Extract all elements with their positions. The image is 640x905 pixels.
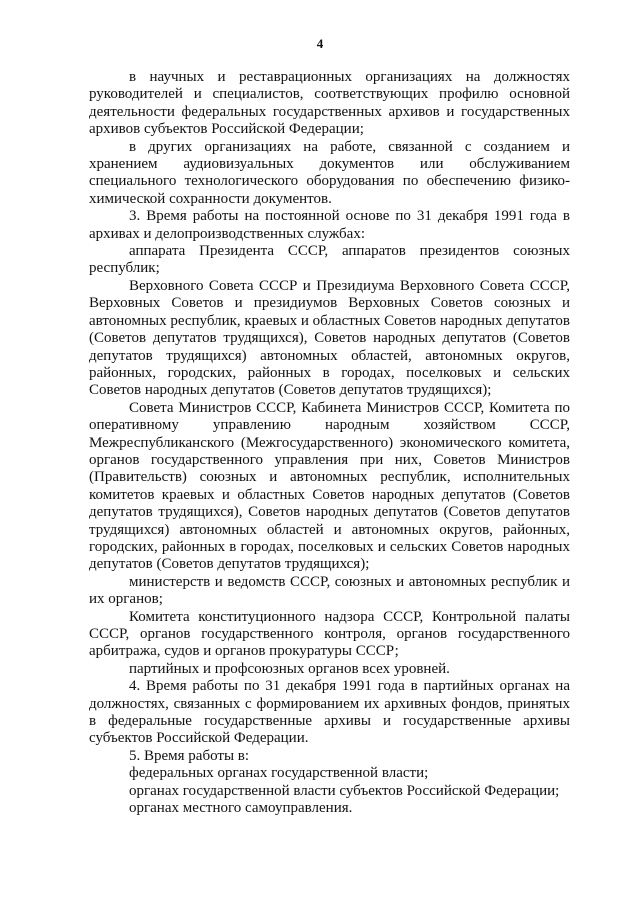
document-body bbox=[89, 69, 570, 817]
paragraph: в научных и реставрационных организациях на должностях руководителей и специалистов, соответствующих профилю основной деятельности федеральных государственных архивов и государственных архивов субъектов Российской Федерации; bbox=[89, 69, 570, 138]
paragraph: органах государственной власти субъектов Российской Федерации; bbox=[129, 782, 560, 799]
paragraph: Совета Министров СССР, Кабинета Министров СССР, Комитета по оперативному управлению народным хозяйством СССР, Межреспубликанского (Межгосударственного) экономического комитета, органов государственного управления при них, Советов Министров (Правительств) союзных и автономных республик, исполнительных комитетов краевых и областных Советов народных депутатов (Советов депутатов трудящихся), Советов народных депутатов (Советов депутатов трудящихся) автономных областей и автономных округов, районных, городских, районных в городах, поселковых и сельских Советов народных депутатов (Советов депутатов трудящихся); bbox=[89, 399, 570, 573]
paragraph: 3. Время работы на постоянной основе по 31 декабря 1991 года в архивах и делопроизводственных службах: bbox=[89, 208, 570, 242]
paragraph: партийных и профсоюзных органов всех уровней. bbox=[129, 660, 450, 677]
paragraph: в других организациях на работе, связанной с созданием и хранением аудиовизуальных документов или обслуживанием специального технологического оборудования по обеспечению физико-химической сохранности документов. bbox=[89, 138, 570, 207]
paragraph: 5. Время работы в: bbox=[129, 747, 250, 764]
paragraph: министерств и ведомств СССР, союзных и автономных республик и их органов; bbox=[89, 573, 570, 608]
paragraph: органах местного самоуправления. bbox=[129, 800, 353, 817]
paragraph: 4. Время работы по 31 декабря 1991 года в партийных органах на должностях, связанных с формированием их архивных фондов, принятых в федеральные государственные архивы и государственные архивы субъектов Российской Федерации. bbox=[89, 678, 570, 747]
paragraph: федеральных органах государственной власти; bbox=[129, 765, 429, 782]
paragraph: аппарата Президента СССР, аппаратов президентов союзных республик; bbox=[89, 243, 570, 277]
paragraph: Комитета конституционного надзора СССР, Контрольной палаты СССР, органов государственного контроля, органов государственного арбитража, судов и органов прокуратуры СССР; bbox=[89, 608, 570, 660]
page-number: 4 bbox=[316, 36, 324, 51]
paragraph: Верховного Совета СССР и Президиума Верховного Совета СССР, Верховных Советов и президиумов Верховных Советов союзных и автономных республик, краевых и областных Советов народных депутатов (Советов депутатов трудящихся), Советов народных депутатов (Советов депутатов трудящихся) автономных областей, автономных округов, районных, городских, районных в городах, поселковых и сельских Советов народных депутатов (Советов депутатов трудящихся); bbox=[89, 277, 571, 399]
